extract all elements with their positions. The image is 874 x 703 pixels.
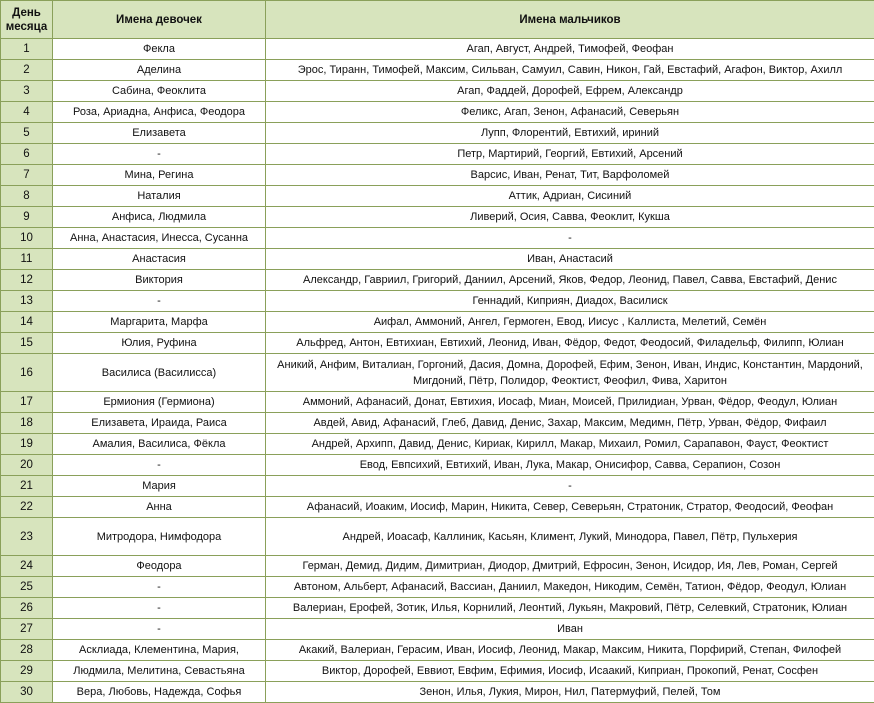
boys-names-cell: - [266, 228, 874, 249]
girls-names-cell: - [53, 291, 266, 312]
day-cell: 6 [1, 144, 53, 165]
header-day: День месяца [1, 1, 53, 39]
boys-names-cell: Акакий, Валериан, Герасим, Иван, Иосиф, Леонид, Макар, Максим, Никита, Порфирий, Степан, Филофей [266, 640, 874, 661]
girls-names-cell: Юлия, Руфина [53, 333, 266, 354]
girls-names-cell: - [53, 598, 266, 619]
girls-names-cell: Мария [53, 476, 266, 497]
boys-names-cell: Геннадий, Киприян, Диадох, Василиск [266, 291, 874, 312]
boys-names-cell: Евод, Евпсихий, Евтихий, Иван, Лука, Макар, Онисифор, Савва, Серапион, Созон [266, 455, 874, 476]
boys-names-cell: Зенон, Илья, Лукия, Мирон, Нил, Патермуфий, Пелей, Том [266, 682, 874, 703]
day-cell: 11 [1, 249, 53, 270]
table-row [1, 619, 874, 640]
day-cell: 5 [1, 123, 53, 144]
day-cell: 23 [1, 518, 53, 556]
day-cell: 9 [1, 207, 53, 228]
table-row [1, 123, 874, 144]
girls-names-cell: Виктория [53, 270, 266, 291]
table-row [1, 39, 874, 60]
girls-names-cell: Анастасия [53, 249, 266, 270]
day-cell: 26 [1, 598, 53, 619]
boys-names-cell: Александр, Гавриил, Григорий, Даниил, Арсений, Яков, Федор, Леонид, Павел, Савва, Евстафий, Денис [266, 270, 874, 291]
girls-names-cell: Асклиада, Клементина, Мария, [53, 640, 266, 661]
boys-names-cell: - [266, 476, 874, 497]
day-cell: 15 [1, 333, 53, 354]
table-row [1, 640, 874, 661]
boys-names-cell: Автоном, Альберт, Афанасий, Вассиан, Даниил, Македон, Никодим, Семён, Татион, Фёдор, Феодул, Юлиан [266, 577, 874, 598]
boys-names-cell: Иван, Анастасий [266, 249, 874, 270]
boys-names-cell: Ливерий, Осия, Савва, Феоклит, Кукша [266, 207, 874, 228]
girls-names-cell: Сабина, Феоклита [53, 81, 266, 102]
day-cell: 2 [1, 60, 53, 81]
table-row [1, 165, 874, 186]
day-cell: 20 [1, 455, 53, 476]
table-row [1, 413, 874, 434]
girls-names-cell: Роза, Ариадна, Анфиса, Феодора [53, 102, 266, 123]
boys-names-cell: Иван [266, 619, 874, 640]
girls-names-cell: Амалия, Василиса, Фёкла [53, 434, 266, 455]
girls-names-cell: Митродора, Нимфодора [53, 518, 266, 556]
table-row [1, 270, 874, 291]
boys-names-cell: Феликс, Агап, Зенон, Афанасий, Северьян [266, 102, 874, 123]
table-row [1, 60, 874, 81]
girls-names-cell: Аделина [53, 60, 266, 81]
table-row [1, 598, 874, 619]
girls-names-cell: - [53, 577, 266, 598]
boys-names-cell: Авдей, Авид, Афанасий, Глеб, Давид, Денис, Захар, Максим, Медимн, Пётр, Урван, Фёдор, Фифаил [266, 413, 874, 434]
boys-names-cell: Лупп, Флорентий, Евтихий, ириний [266, 123, 874, 144]
boys-names-cell: Андрей, Архипп, Давид, Денис, Кириак, Кирилл, Макар, Михаил, Ромил, Сарапавон, Фауст, Феоктист [266, 434, 874, 455]
table-row [1, 455, 874, 476]
table-row [1, 556, 874, 577]
table-row [1, 661, 874, 682]
girls-names-cell: - [53, 144, 266, 165]
day-cell: 4 [1, 102, 53, 123]
boys-names-cell: Агап, Фаддей, Дорофей, Ефрем, Александр [266, 81, 874, 102]
girls-names-cell: Мина, Регина [53, 165, 266, 186]
boys-names-cell: Валериан, Ерофей, Зотик, Илья, Корнилий, Леонтий, Лукьян, Макровий, Пётр, Селевкий, Стратоник, Юлиан [266, 598, 874, 619]
girls-names-cell: Людмила, Мелитина, Севастьяна [53, 661, 266, 682]
day-cell: 12 [1, 270, 53, 291]
table-row [1, 81, 874, 102]
girls-names-cell: Маргарита, Марфа [53, 312, 266, 333]
header-row [1, 1, 874, 39]
girls-names-cell: Феодора [53, 556, 266, 577]
day-cell: 18 [1, 413, 53, 434]
boys-names-cell: Агап, Август, Андрей, Тимофей, Феофан [266, 39, 874, 60]
table-row [1, 434, 874, 455]
day-cell: 19 [1, 434, 53, 455]
boys-names-cell: Андрей, Иоасаф, Каллиник, Касьян, Климент, Лукий, Минодора, Павел, Пётр, Пульхерия [266, 518, 874, 556]
day-cell: 13 [1, 291, 53, 312]
table-row [1, 228, 874, 249]
girls-names-cell: Анфиса, Людмила [53, 207, 266, 228]
day-cell: 22 [1, 497, 53, 518]
girls-names-cell: Анна, Анастасия, Инесса, Сусанна [53, 228, 266, 249]
day-cell: 1 [1, 39, 53, 60]
day-cell: 14 [1, 312, 53, 333]
day-cell: 21 [1, 476, 53, 497]
day-cell: 25 [1, 577, 53, 598]
day-cell: 30 [1, 682, 53, 703]
day-cell: 8 [1, 186, 53, 207]
table-row [1, 144, 874, 165]
boys-names-cell: Петр, Мартирий, Георгий, Евтихий, Арсений [266, 144, 874, 165]
boys-names-cell: Виктор, Дорофей, Еввиот, Евфим, Ефимия, Иосиф, Исаакий, Киприан, Прокопий, Ренат, Сосфен [266, 661, 874, 682]
boys-names-cell: Варсис, Иван, Ренат, Тит, Варфоломей [266, 165, 874, 186]
table-row [1, 682, 874, 703]
day-cell: 16 [1, 354, 53, 392]
header-boys: Имена мальчиков [266, 1, 874, 39]
table-row [1, 291, 874, 312]
table-row [1, 392, 874, 413]
girls-names-cell: Анна [53, 497, 266, 518]
day-cell: 24 [1, 556, 53, 577]
boys-names-cell: Аттик, Адриан, Сисиний [266, 186, 874, 207]
day-cell: 28 [1, 640, 53, 661]
header-girls: Имена девочек [53, 1, 266, 39]
girls-names-cell: Наталия [53, 186, 266, 207]
table-row [1, 249, 874, 270]
day-cell: 3 [1, 81, 53, 102]
boys-names-cell: Афанасий, Иоаким, Иосиф, Марин, Никита, Север, Северьян, Стратоник, Стратор, Феодосий, Феофан [266, 497, 874, 518]
day-cell: 27 [1, 619, 53, 640]
girls-names-cell: Вера, Любовь, Надежда, Софья [53, 682, 266, 703]
girls-names-cell: Елизавета, Ираида, Раиса [53, 413, 266, 434]
table-row [1, 312, 874, 333]
girls-names-cell: - [53, 455, 266, 476]
boys-names-cell: Аифал, Аммоний, Ангел, Гермоген, Евод, Иисус , Каллиста, Мелетий, Семён [266, 312, 874, 333]
table-row [1, 354, 874, 392]
table-row [1, 333, 874, 354]
girls-names-cell: Фекла [53, 39, 266, 60]
girls-names-cell: Елизавета [53, 123, 266, 144]
boys-names-cell: Эрос, Тиранн, Тимофей, Максим, Сильван, Самуил, Савин, Никон, Гай, Евстафий, Агафон, Виктор, Ахилл [266, 60, 874, 81]
day-cell: 17 [1, 392, 53, 413]
boys-names-cell: Герман, Демид, Дидим, Димитриан, Диодор, Дмитрий, Ефросин, Зенон, Исидор, Ия, Лев, Роман, Сергей [266, 556, 874, 577]
table-row [1, 497, 874, 518]
boys-names-cell: Альфред, Антон, Евтихиан, Евтихий, Леонид, Иван, Фёдор, Федот, Феодосий, Филадельф, Филипп, Юлиан [266, 333, 874, 354]
table-row [1, 207, 874, 228]
table-row [1, 186, 874, 207]
girls-names-cell: Василиса (Василисса) [53, 354, 266, 392]
day-cell: 7 [1, 165, 53, 186]
table-row [1, 102, 874, 123]
table-row [1, 518, 874, 556]
day-cell: 29 [1, 661, 53, 682]
table-row [1, 476, 874, 497]
day-cell: 10 [1, 228, 53, 249]
girls-names-cell: - [53, 619, 266, 640]
boys-names-cell: Аникий, Анфим, Виталиан, Горгоний, Дасия, Домна, Дорофей, Ефим, Зенон, Иван, Индис, Константин, Мардоний, Мигдоний, Пётр, Полидор, Феоктист, Феофил, Фива, Харитон [266, 354, 874, 392]
table-row [1, 577, 874, 598]
boys-names-cell: Аммоний, Афанасий, Донат, Евтихия, Иосаф, Миан, Моисей, Прилидиан, Урван, Фёдор, Феодул, Юлиан [266, 392, 874, 413]
girls-names-cell: Ермиония (Гермиона) [53, 392, 266, 413]
